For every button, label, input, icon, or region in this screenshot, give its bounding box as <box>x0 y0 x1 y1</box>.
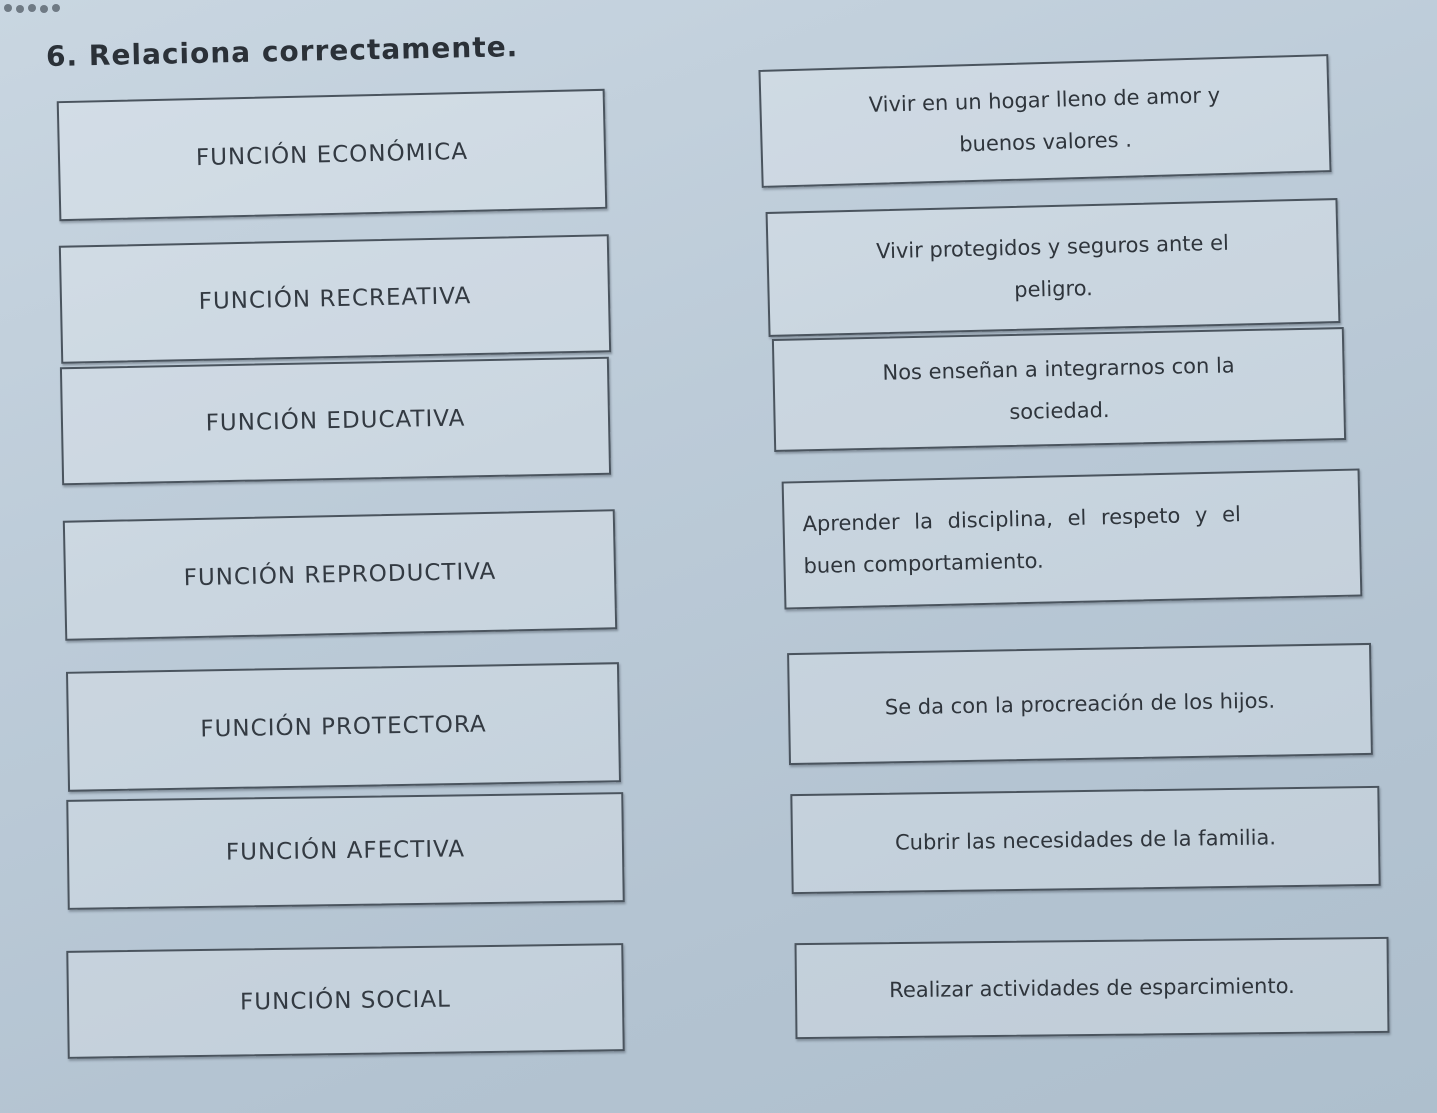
function-label: FUNCIÓN PROTECTORA <box>200 711 487 743</box>
function-box-social[interactable] <box>66 943 624 1059</box>
function-box-reproductiva[interactable] <box>63 509 617 641</box>
function-box-protectora[interactable] <box>66 662 621 792</box>
description-box-disciplina[interactable] <box>782 468 1363 609</box>
description-box-amor[interactable] <box>758 54 1331 188</box>
description-line: Cubrir las necesidades de la familia. <box>894 825 1277 855</box>
function-label: FUNCIÓN RECREATIVA <box>198 283 472 315</box>
description-line: sociedad. <box>1009 397 1110 424</box>
description-line: buen comportamiento. <box>803 548 1044 579</box>
description-line: peligro. <box>1013 275 1094 302</box>
description-line: Vivir en un hogar lleno de amor y <box>868 83 1221 117</box>
page-edge-dots <box>0 0 120 24</box>
function-box-economica[interactable] <box>57 89 608 221</box>
function-box-educativa[interactable] <box>60 357 611 486</box>
description-line: Realizar actividades de esparcimiento. <box>889 973 1295 1003</box>
function-label: FUNCIÓN SOCIAL <box>239 986 452 1016</box>
description-line: Aprender la disciplina, el respeto y el <box>802 502 1242 537</box>
description-line: Se da con la procreación de los hijos. <box>884 688 1276 720</box>
function-label: FUNCIÓN AFECTIVA <box>225 836 466 866</box>
description-box-sociedad[interactable] <box>772 327 1346 452</box>
function-box-recreativa[interactable] <box>59 234 611 363</box>
function-label: FUNCIÓN EDUCATIVA <box>205 405 466 437</box>
function-box-afectiva[interactable] <box>66 792 624 910</box>
description-box-procreacion[interactable] <box>787 643 1373 765</box>
description-line: buenos valores . <box>958 127 1133 157</box>
function-label: FUNCIÓN REPRODUCTIVA <box>183 558 497 592</box>
description-box-protegidos[interactable] <box>766 198 1341 337</box>
function-label: FUNCIÓN ECONÓMICA <box>195 138 469 172</box>
description-box-esparcimiento[interactable] <box>795 937 1390 1039</box>
description-line: Nos enseñan a integrarnos con la <box>882 352 1235 385</box>
exercise-title: 6. Relaciona correctamente. <box>45 30 519 73</box>
description-line: Vivir protegidos y seguros ante el <box>875 230 1230 263</box>
description-box-necesidades[interactable] <box>790 786 1380 894</box>
